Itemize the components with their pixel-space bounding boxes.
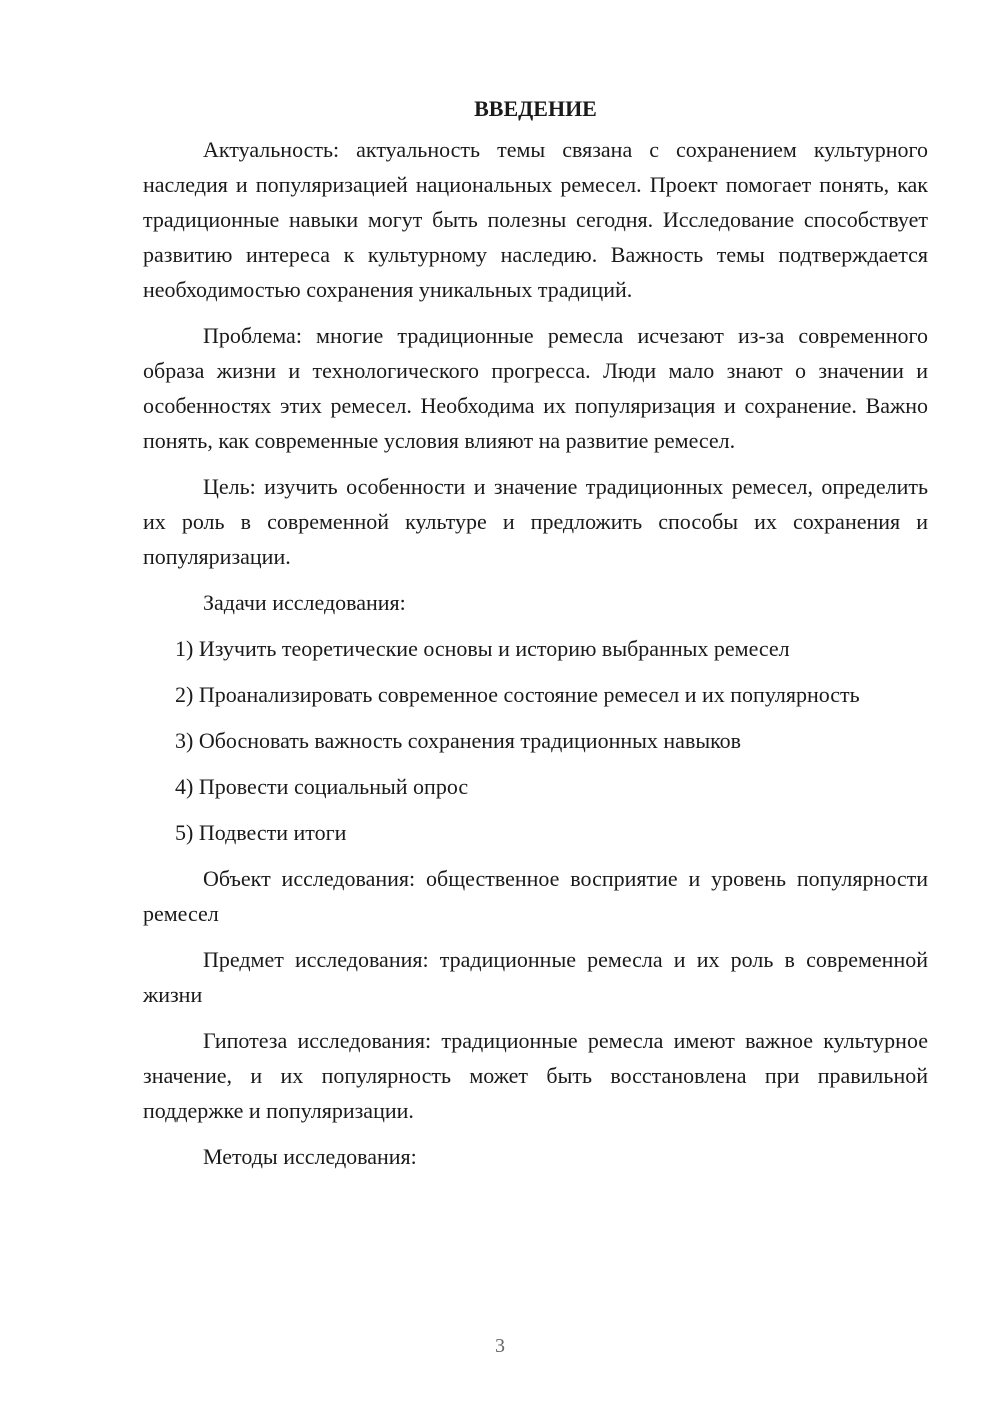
problem-paragraph: Проблема: многие традиционные ремесла исчезают из-за современного образа жизни и технологического прогресса. Люди мало знают о значении и особенностях этих ремесел. Необходима их популяризация и сохранение. Важно понять, как современные условия влияют на развитие ремесел.	[143, 323, 928, 453]
hypothesis-paragraph: Гипотеза исследования: традиционные ремесла имеют важное культурное значение, и их популярность может быть восстановлена при правильной поддержке и популяризации.	[143, 1028, 928, 1123]
task-item-3: 3) Обосновать важность сохранения традиционных навыков	[175, 728, 742, 753]
page-number: 3	[495, 1335, 505, 1357]
task-item-1: 1) Изучить теоретические основы и историю выбранных ремесел	[175, 636, 790, 661]
subject-paragraph: Предмет исследования: традиционные ремесла и их роль в современной жизни	[143, 947, 928, 1007]
task-item-4: 4) Провести социальный опрос	[175, 774, 469, 799]
task-item-5: 5) Подвести итоги	[175, 820, 347, 845]
document-page	[143, 94, 928, 1185]
tasks-heading: Задачи исследования:	[203, 590, 406, 615]
methods-heading: Методы исследования:	[203, 1144, 417, 1169]
page-title: ВВЕДЕНИЕ	[474, 96, 597, 121]
relevance-paragraph: Актуальность: актуальность темы связана с сохранением культурного наследия и популяризацией национальных ремесел. Проект помогает понять, как традиционные навыки могут быть полезны сегодня. Исследование способствует развитию интереса к культурному наследию. Важность темы подтверждается необходимостью сохранения уникальных традиций.	[143, 137, 928, 302]
task-item-2: 2) Проанализировать современное состояние ремесел и их популярность	[175, 682, 860, 707]
object-paragraph: Объект исследования: общественное восприятие и уровень популярности ремесел	[143, 866, 928, 926]
goal-paragraph: Цель: изучить особенности и значение традиционных ремесел, определить их роль в современной культуре и предложить способы их сохранения и популяризации.	[143, 474, 928, 569]
